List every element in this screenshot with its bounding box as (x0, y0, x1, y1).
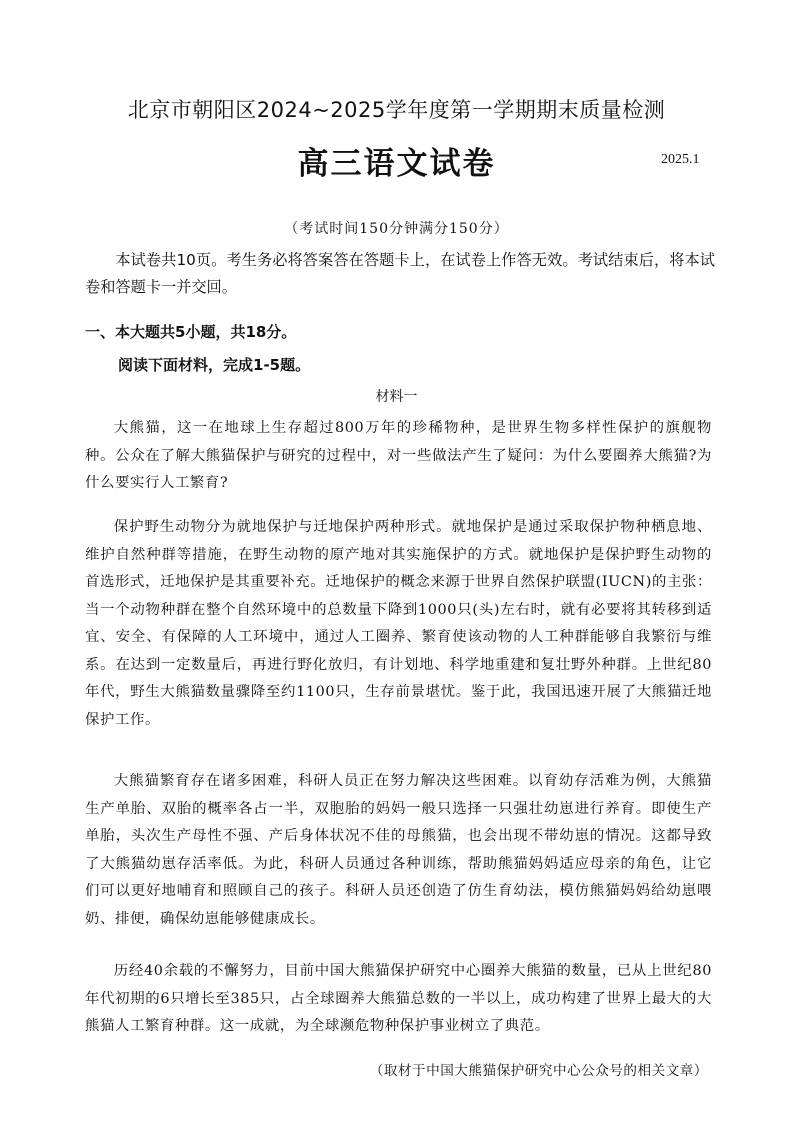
exam-date: 2025.1 (661, 152, 700, 167)
material-paragraph: 保护野生动物分为就地保护与迁地保护两种形式。就地保护是通过采取保护物种栖息地、维护自然种群等措施，在野生动物的原产地对其实施保护的方式。就地保护是保护野生动物的首选形式，迁地保护是其重要补充。迁地保护的概念来源于世界自然保护联盟(IUCN)的主张：当一个动物种群在整个自然环境中的总数量下降到1000只(头)左右时，就有必要将其转移到适宜、安全、有保障的人工环境中，通过人工圈养、繁育使该动物的人工种群能够自我繁衍与维系。在达到一定数量后，再进行野化放归，有计划地、科学地重建和复壮野外种群。上世纪80年代，野生大熊猫数量骤降至约1100只，生存前景堪忧。鉴于此，我国迅速开展了大熊猫迁地保护工作。 (85, 519, 712, 728)
exam-header-title: 北京市朝阳区2024~2025学年度第一学期期末质量检测 (127, 98, 666, 122)
material-paragraph: 历经40余载的不懈努力，目前中国大熊猫保护研究中心圈养大熊猫的数量，已从上世纪80年代初期的6只增长至385只，占全球圈养大熊猫总数的一半以上，成功构建了世界上最大的大熊猫人工繁育种群。这一成就，为全球濒危物种保护事业树立了典范。 (85, 963, 712, 1034)
exam-instructions: 本试卷共10页。考生务必将答案答在答题卡上，在试卷上作答无效。考试结束后，将本试卷和答题卡一并交回。 (85, 251, 715, 296)
source-citation: （取材于中国大熊猫保护研究中心公众号的相关文章） (369, 1063, 708, 1079)
material-paragraph: 大熊猫，这一在地球上生存超过800万年的珍稀物种，是世界生物多样性保护的旗舰物种。公众在了解大熊猫保护与研究的过程中，对一些做法产生了疑问：为什么要圈养大熊猫?为什么要实行人工繁育? (85, 420, 712, 491)
section-heading: 一、本大题共5小题，共18分。 (85, 323, 297, 341)
material-title: 材料一 (375, 389, 418, 405)
exam-time-note: （考试时间150分钟满分150分） (284, 221, 509, 237)
material-paragraph: 大熊猫繁育存在诸多困难，科研人员正在努力解决这些困难。以育幼存活难为例，大熊猫生产单胎、双胎的概率各占一半，双胞胎的妈妈一般只选择一只强壮幼崽进行养育。即使生产单胎，头次生产母性不强、产后身体状况不佳的母熊猫，也会出现不带幼崽的情况。这都导致了大熊猫幼崽存活率低。为此，科研人员通过各种训练，帮助熊猫妈妈适应母亲的角色，让它们可以更好地哺育和照顾自己的孩子。科研人员还创造了仿生育幼法，模仿熊猫妈妈给幼崽喂奶、排便，确保幼崽能够健康成长。 (85, 773, 712, 927)
reading-instruction: 阅读下面材料，完成1-5题。 (118, 356, 311, 374)
exam-subject-title: 高三语文试卷 (297, 146, 496, 182)
